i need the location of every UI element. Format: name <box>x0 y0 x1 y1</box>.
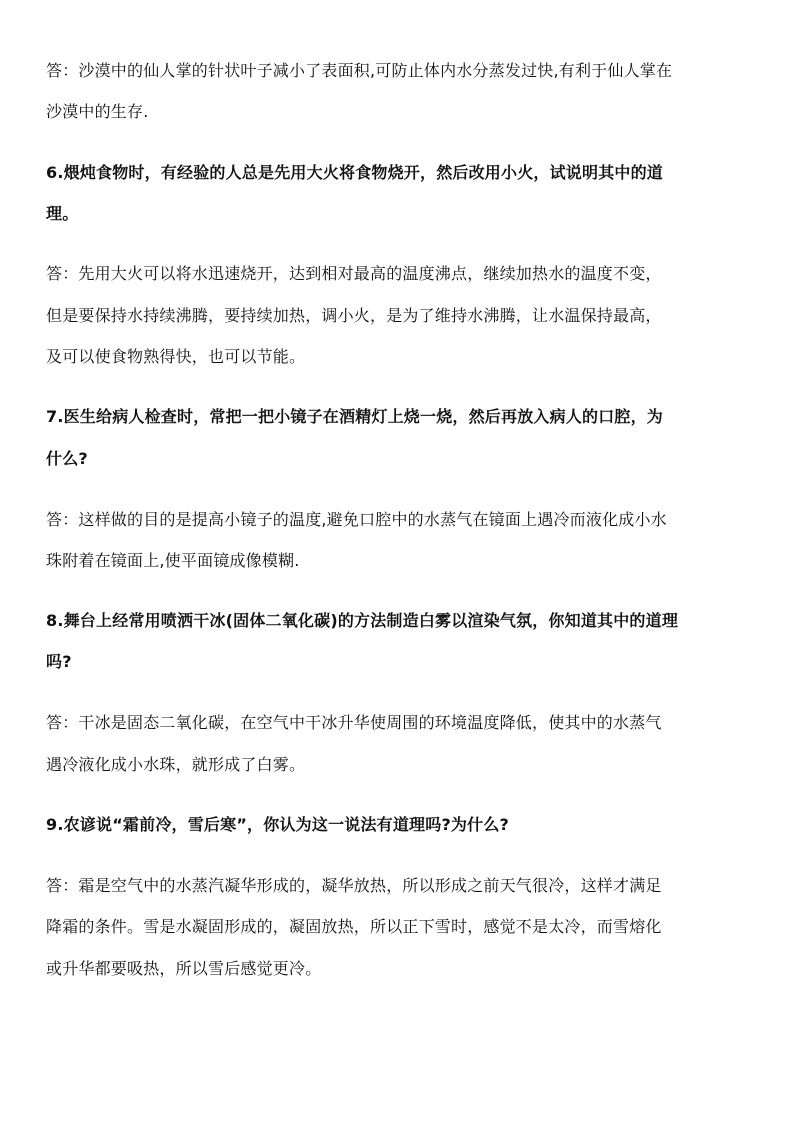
answer-8-line-1: 答：干冰是固态二氧化碳，在空气中干冰升华使周围的环境温度降低，使其中的水蒸气 <box>46 713 662 732</box>
question-6-line-1: 6.煨炖食物时，有经验的人总是先用大火将食物烧开，然后改用小火，试说明其中的道 <box>46 163 664 182</box>
answer-7-line-2: 珠附着在镜面上,使平面镜成像模糊. <box>46 551 300 570</box>
answer-6-line-3: 及可以使食物熟得快，也可以节能。 <box>46 347 306 366</box>
answer-6-line-1: 答：先用大火可以将水迅速烧开，达到相对最高的温度沸点，继续加热水的温度不变， <box>46 264 662 283</box>
answer-6-line-2: 但是要保持水持续沸腾，要持续加热，调小火，是为了维持水沸腾，让水温保持最高， <box>46 306 662 325</box>
question-6-line-2: 理。 <box>46 204 79 223</box>
question-9-line-1: 9.农谚说“霜前冷，雪后寒”，你认为这一说法有道理吗?为什么? <box>46 815 510 834</box>
answer-9-line-2: 降霜的条件。雪是水凝固形成的，凝固放热，所以正下雪时，感觉不是太冷，而雪熔化 <box>46 917 662 936</box>
answer-8-line-2: 遇冷液化成小水珠，就形成了白雾。 <box>46 755 306 774</box>
question-7-line-1: 7.医生给病人检查时，常把一把小镜子在酒精灯上烧一烧，然后再放入病人的口腔，为 <box>46 407 664 426</box>
question-8-line-2: 吗? <box>46 652 72 671</box>
answer-7-line-1: 答：这样做的目的是提高小镜子的温度,避免口腔中的水蒸气在镜面上遇冷而液化成小水 <box>46 510 667 529</box>
answer-5-line-2: 沙漠中的生存. <box>46 102 149 121</box>
answer-9-line-3: 或升华都要吸热，所以雪后感觉更冷。 <box>46 959 322 978</box>
question-8-line-1: 8.舞台上经常用喷洒干冰(固体二氧化碳)的方法制造白雾以渲染气氛，你知道其中的道理 <box>46 611 679 630</box>
question-7-line-2: 什么? <box>46 449 88 468</box>
answer-5-line-1: 答：沙漠中的仙人掌的针状叶子减小了表面积,可防止体内水分蒸发过快,有利于仙人掌在 <box>46 61 673 80</box>
answer-9-line-1: 答：霜是空气中的水蒸汽凝华形成的，凝华放热，所以形成之前天气很冷，这样才满足 <box>46 876 662 895</box>
